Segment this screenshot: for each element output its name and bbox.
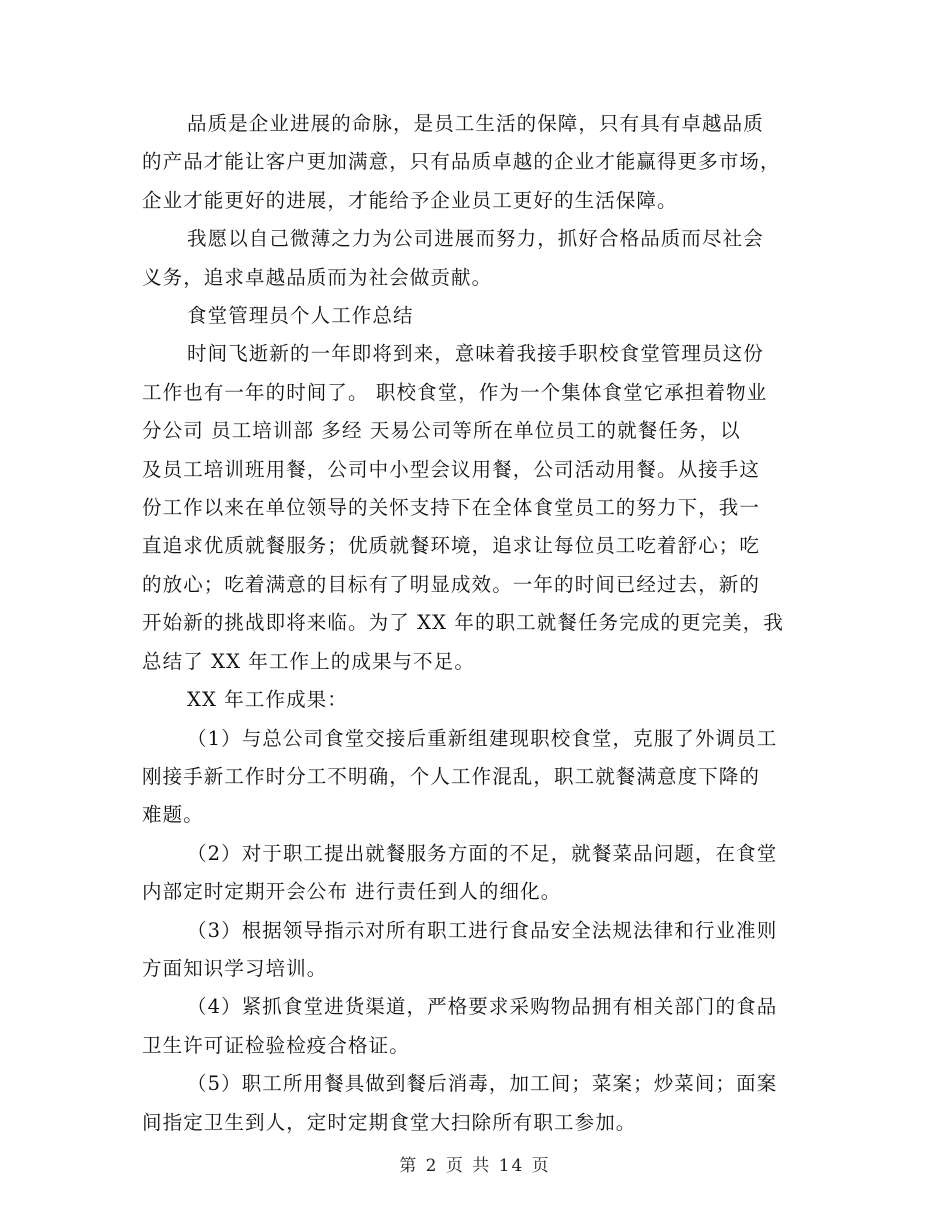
paragraph-line: 总结了 XX 年工作上的成果与不足。 <box>142 649 475 673</box>
paragraph-line: 的产品才能让客户更加满意，只有品质卓越的企业才能赢得更多市场， <box>142 150 781 174</box>
paragraph-line: （5）职工所用餐具做到餐后消毒，加工间；菜案；炒菜间；面案 <box>187 1072 778 1096</box>
paragraph <box>142 912 807 989</box>
paragraph-line: 食堂管理员个人工作总结 <box>187 304 414 328</box>
paragraph-line: 及员工培训班用餐，公司中小型会议用餐，公司活动用餐。从接手这 <box>142 457 761 481</box>
paragraph-line: （2）对于职工提出就餐服务方面的不足，就餐菜品问题，在食堂 <box>187 841 778 865</box>
paragraph-line: 难题。 <box>142 803 204 827</box>
paragraph-line: 刚接手新工作时分工不明确，个人工作混乱，职工就餐满意度下降的 <box>142 764 761 788</box>
paragraph-line: 品质是企业进展的命脉，是员工生活的保障，只有具有卓越品质 <box>187 112 764 135</box>
paragraph-line: 的放心；吃着满意的目标有了明显成效。一年的时间已经过去，新的 <box>142 572 761 596</box>
document-body <box>142 105 807 1142</box>
paragraph <box>142 720 807 835</box>
paragraph <box>142 1065 807 1142</box>
paragraph-line: 分公司 员工培训部 多经 天易公司等所在单位员工的就餐任务，以 <box>142 419 741 443</box>
paragraph-line: 义务，追求卓越品质而为社会做贡献。 <box>142 265 493 289</box>
paragraph-line: （4）紧抓食堂进货渠道，严格要求采购物品拥有相关部门的食品 <box>187 995 778 1019</box>
paragraph <box>142 297 807 335</box>
paragraph <box>142 220 807 297</box>
paragraph-line: 份工作以来在单位领导的关怀支持下在全体食堂员工的努力下，我一 <box>142 496 761 520</box>
paragraph <box>142 335 807 681</box>
page-footer <box>0 1151 950 1176</box>
paragraph <box>142 835 807 912</box>
paragraph <box>142 681 807 719</box>
paragraph-line: 工作也有一年的时间了。 职校食堂，作为一个集体食堂它承担着物业 <box>142 380 768 404</box>
paragraph-line: 内部定时定期开会公布 进行责任到人的细化。 <box>142 880 562 904</box>
paragraph-line: XX 年工作成果： <box>187 688 348 712</box>
paragraph-line: 卫生许可证检验检疫合格证。 <box>142 1033 410 1057</box>
paragraph-line: 方面知识学习培训。 <box>142 956 328 980</box>
paragraph <box>142 105 807 220</box>
paragraph-line: 直追求优质就餐服务；优质就餐环境，追求让每位员工吃着舒心；吃 <box>142 534 761 558</box>
paragraph-line: 我愿以自己微薄之力为公司进展而努力，抓好合格品质而尽社会 <box>187 227 764 251</box>
paragraph-line: （3）根据领导指示对所有职工进行食品安全法规法律和行业准则 <box>187 918 778 942</box>
paragraph-line: 时间飞逝新的一年即将到来，意味着我接手职校食堂管理员这份 <box>187 342 764 366</box>
paragraph-line: 间指定卫生到人，定时定期食堂大扫除所有职工参加。 <box>142 1110 637 1134</box>
paragraph-line: 企业才能更好的进展，才能给予企业员工更好的生活保障。 <box>142 188 678 212</box>
paragraph <box>142 988 807 1065</box>
page-number-label: 第 2 页 共 14 页 <box>399 1156 551 1176</box>
paragraph-line: 开始新的挑战即将来临。为了 XX 年的职工就餐任务完成的更完美，我 <box>142 611 784 635</box>
paragraph-line: （1）与总公司食堂交接后重新组建现职校食堂，克服了外调员工 <box>187 726 778 750</box>
